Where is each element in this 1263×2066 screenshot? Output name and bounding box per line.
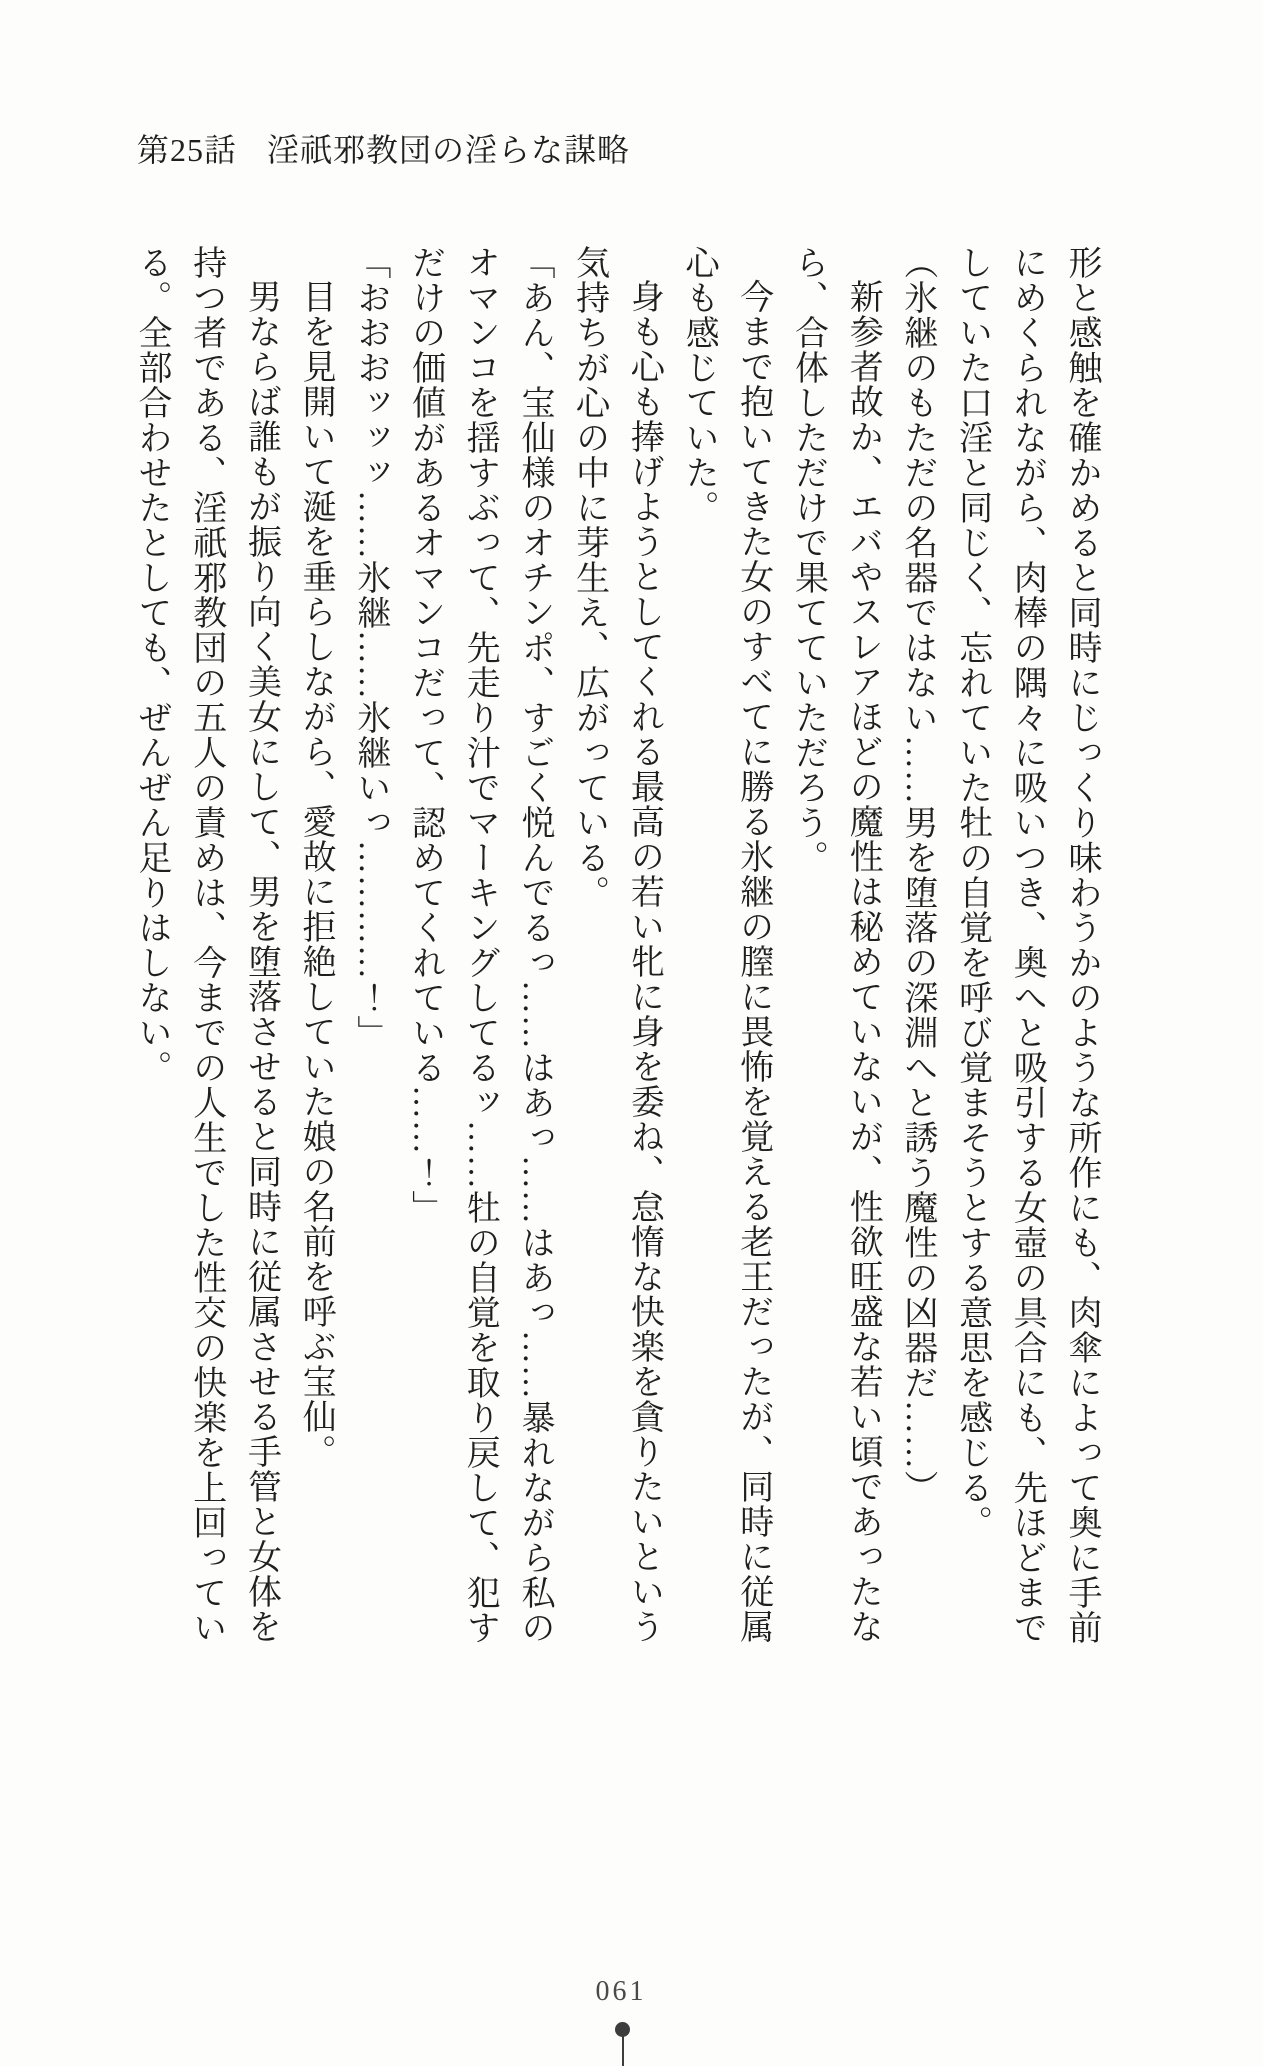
paragraph: 身も心も捧げようとしてくれる最高の若い牝に身を委ね、怠惰な快楽を貪りたいという気持ちが心の中に芽生え、広がっている。 <box>570 245 663 1644</box>
paragraph: 目を見開いて涎を垂らしながら、愛故に拒絶していた娘の名前を呼ぶ宝仙。 <box>297 279 335 1469</box>
page-number: 061 <box>595 1976 647 2007</box>
footer-ornament-dot-icon <box>615 2022 630 2037</box>
paragraph: 「おおおッッッ……氷継……氷継いっ…………！」 <box>351 245 389 1050</box>
body-text-block <box>123 245 1108 1645</box>
chapter-title: 淫祇邪教団の淫らな謀略 <box>267 132 631 168</box>
paragraph: 新参者故か、エバやスレアほどの魔性は秘めていないが、性欲旺盛な若い頃であったなら、合体しただけで果てていただろう。 <box>789 245 882 1644</box>
paragraph: （氷継のもただの名器ではない……男を堕落の深淵へと誘う魔性の凶器だ……） <box>898 245 936 1505</box>
paragraph: 男ならば誰もが振り向く美女にして、男を堕落させると同時に従属させる手管と女体を持つ者である、淫祇邪教団の五人の責めは、今までの人生でした性交の快楽を上回っている。全部合わせたとしても、ぜんぜん足りはしない。 <box>133 245 280 1645</box>
chapter-header <box>137 131 630 169</box>
chapter-number: 第25話 <box>137 132 238 168</box>
paragraph: 今まで抱いてきた女のすべてに勝る氷継の膣に畏怖を覚える老王だったが、同時に従属心も感じていた。 <box>680 245 772 1644</box>
paragraph: 「あん、宝仙様のオチンポ、すごく悦んでるっ……はあっ……はあっ……暴れながら私のオマンコを揺すぶって、先走り汁でマーキングしてるッ……牡の自覚を取り戻して、犯すだけの価値があるオマンコだって、認めてくれている……！」 <box>406 245 553 1645</box>
footer-ornament-line <box>622 2036 624 2066</box>
paragraph: 形と感触を確かめると同時にじっくり味わうかのような所作にも、肉傘によって奥に手前にめくられながら、肉棒の隅々に吸いつき、奥へと吸引する女壺の具合にも、先ほどまでしていた口淫と同じく、忘れていた牡の自覚を呼び覚まそうとする意思を感じる。 <box>953 245 1100 1645</box>
